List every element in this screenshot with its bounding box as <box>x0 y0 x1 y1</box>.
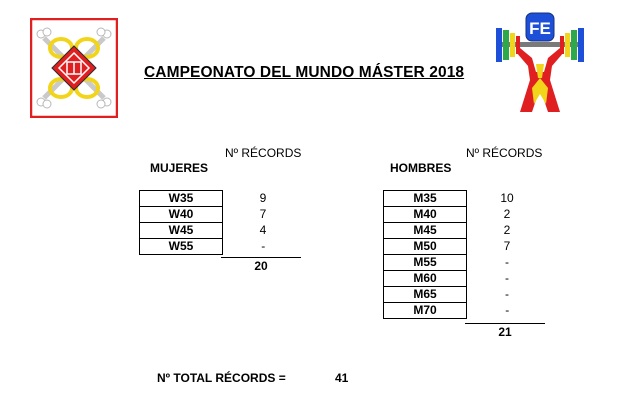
records-cell: - <box>505 303 510 317</box>
records-cell: - <box>505 287 509 301</box>
records-cell: 4 <box>259 223 267 237</box>
crossed-bones-emblem-icon <box>30 18 118 118</box>
category-cell: M55 <box>384 255 467 271</box>
table-row <box>140 223 304 239</box>
records-cell: 2 <box>503 207 511 221</box>
women-total: 20 <box>254 259 268 273</box>
men-total-divider <box>465 323 545 324</box>
table-row <box>384 303 548 319</box>
category-cell: M65 <box>384 287 467 303</box>
fe-weightlifting-logo <box>492 8 588 116</box>
grand-total-value: 41 <box>335 371 349 385</box>
page-title: CAMPEONATO DEL MUNDO MÁSTER 2018 <box>144 64 465 81</box>
category-cell: M45 <box>384 223 467 239</box>
category-cell: W35 <box>140 191 223 207</box>
weightlifter-icon <box>492 8 588 116</box>
records-cell: 7 <box>503 239 511 253</box>
records-cell: 9 <box>259 191 267 205</box>
table-row <box>140 207 304 223</box>
category-cell: M50 <box>384 239 467 255</box>
women-records-header: Nº RÉCORDS <box>225 146 302 160</box>
category-cell: W40 <box>140 207 223 223</box>
men-records-table <box>383 190 548 319</box>
table-row <box>384 223 548 239</box>
table-row <box>384 255 548 271</box>
records-cell: - <box>261 239 266 253</box>
men-records-header: Nº RÉCORDS <box>466 146 543 160</box>
category-cell: W45 <box>140 223 223 239</box>
federation-emblem-logo <box>30 18 118 118</box>
category-cell: M40 <box>384 207 467 223</box>
men-label: HOMBRES <box>390 161 452 175</box>
category-cell: W55 <box>140 239 223 255</box>
table-row <box>384 287 548 303</box>
records-cell: 10 <box>500 191 514 205</box>
records-cell: 2 <box>503 223 511 237</box>
table-row <box>140 239 304 255</box>
table-row <box>384 191 548 207</box>
women-label: MUJERES <box>150 161 209 175</box>
table-row <box>384 207 548 223</box>
men-total: 21 <box>498 325 512 339</box>
records-cell: - <box>505 271 509 285</box>
women-total-divider <box>221 257 301 258</box>
records-cell: - <box>505 255 509 269</box>
table-row <box>140 191 304 207</box>
category-cell: M60 <box>384 271 467 287</box>
category-cell: M70 <box>384 303 467 319</box>
grand-total-label: Nº TOTAL RÉCORDS = <box>157 371 286 385</box>
records-cell: 7 <box>259 207 267 221</box>
table-row <box>384 239 548 255</box>
women-records-table <box>139 190 304 255</box>
category-cell: M35 <box>384 191 467 207</box>
table-row <box>384 271 548 287</box>
svg-text:FE: FE <box>529 19 551 38</box>
